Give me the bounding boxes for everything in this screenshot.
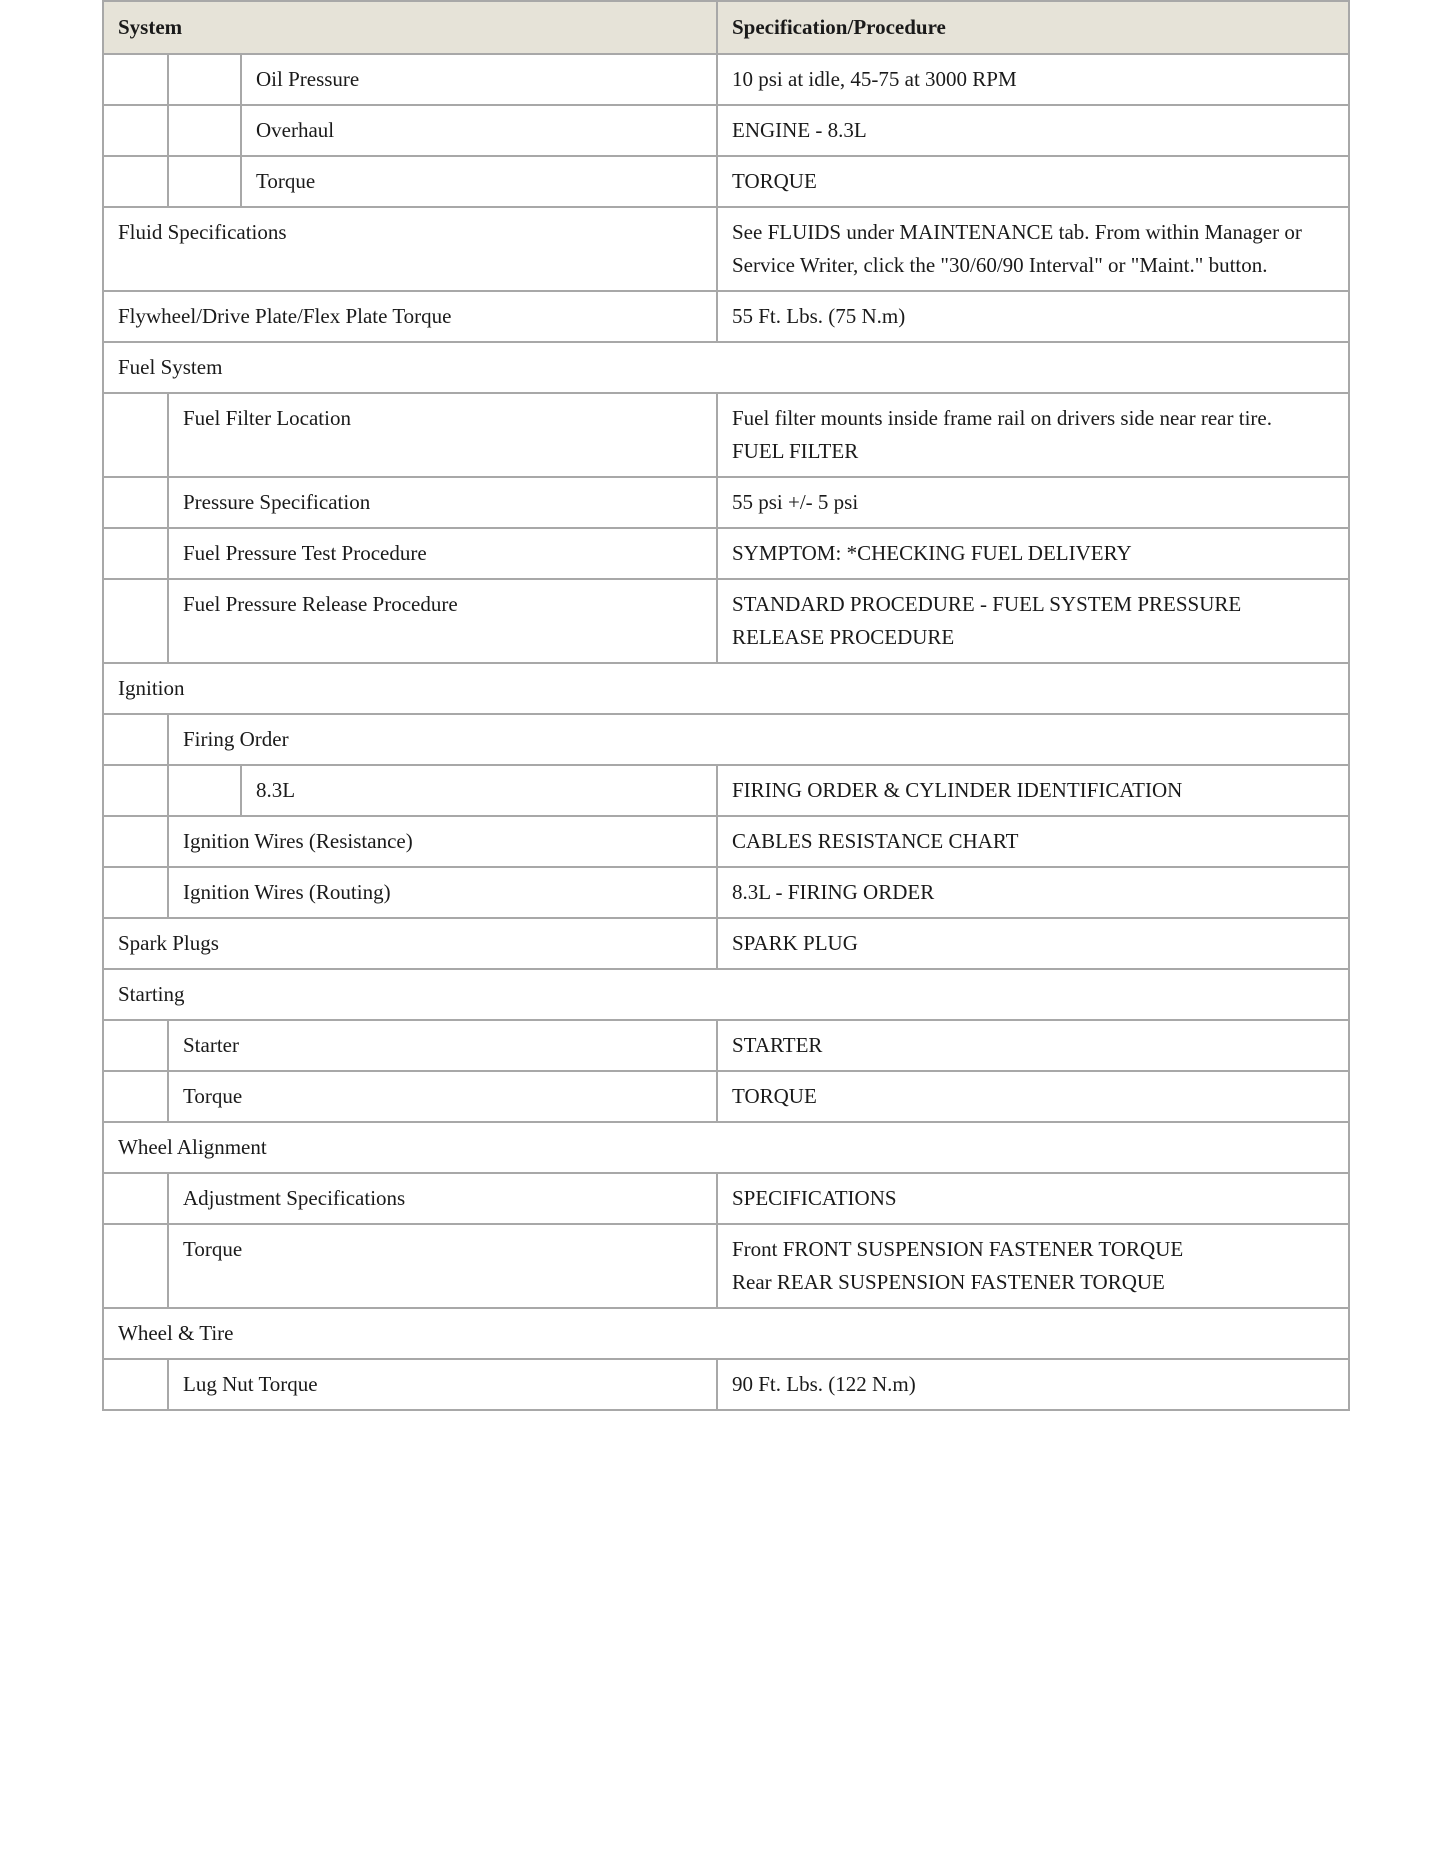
row-label: Fluid Specifications (103, 207, 717, 291)
subsection-label: Firing Order (168, 714, 1349, 765)
table-row-torque-starting (103, 1071, 1349, 1122)
value-line: STANDARD PROCEDURE - FUEL SYSTEM PRESSURE (732, 592, 1242, 616)
value-line: Rear REAR SUSPENSION FASTENER TORQUE (732, 1270, 1165, 1294)
row-label: Starter (168, 1020, 717, 1071)
row-value: 8.3L - FIRING ORDER (717, 867, 1349, 918)
row-label: Ignition Wires (Routing) (168, 867, 717, 918)
row-label: Torque (168, 1224, 717, 1308)
row-value: STARTER (717, 1020, 1349, 1071)
section-row-wheel-alignment (103, 1122, 1349, 1173)
subsection-row-firing-order (103, 714, 1349, 765)
value-line: FUEL FILTER (732, 439, 859, 463)
table-row-overhaul (103, 105, 1349, 156)
section-label: Ignition (103, 663, 1349, 714)
table-header-row (103, 1, 1349, 54)
table-row-torque-engine (103, 156, 1349, 207)
table-row-pressure-specification (103, 477, 1349, 528)
row-value: TORQUE (717, 1071, 1349, 1122)
table-row-flywheel (103, 291, 1349, 342)
section-row-wheel-tire (103, 1308, 1349, 1359)
row-label: 8.3L (241, 765, 717, 816)
row-label: Torque (168, 1071, 717, 1122)
table-row-ignition-wires-resistance (103, 816, 1349, 867)
row-label: Fuel Pressure Test Procedure (168, 528, 717, 579)
row-value (717, 1224, 1349, 1308)
row-value: ENGINE - 8.3L (717, 105, 1349, 156)
row-label: Lug Nut Torque (168, 1359, 717, 1410)
table-row-fuel-pressure-test (103, 528, 1349, 579)
section-label: Wheel & Tire (103, 1308, 1349, 1359)
row-label: Torque (241, 156, 717, 207)
row-value: CABLES RESISTANCE CHART (717, 816, 1349, 867)
header-specification: Specification/Procedure (717, 1, 1349, 54)
row-value (717, 393, 1349, 477)
row-value: 55 psi +/- 5 psi (717, 477, 1349, 528)
row-value: 55 Ft. Lbs. (75 N.m) (717, 291, 1349, 342)
row-label: Pressure Specification (168, 477, 717, 528)
value-line: Front FRONT SUSPENSION FASTENER TORQUE (732, 1237, 1184, 1261)
row-value: 90 Ft. Lbs. (122 N.m) (717, 1359, 1349, 1410)
row-label: Fuel Pressure Release Procedure (168, 579, 717, 663)
value-line: Fuel filter mounts inside frame rail on drivers side near rear tire. (732, 406, 1272, 430)
row-value: 10 psi at idle, 45-75 at 3000 RPM (717, 54, 1349, 105)
row-value (717, 579, 1349, 663)
row-value (717, 207, 1349, 291)
row-label: Oil Pressure (241, 54, 717, 105)
value-line: Service Writer, click the "30/60/90 Interval" or "Maint." button. (732, 253, 1268, 277)
row-label: Ignition Wires (Resistance) (168, 816, 717, 867)
table-row-ignition-wires-routing (103, 867, 1349, 918)
section-row-fuel-system (103, 342, 1349, 393)
section-row-ignition (103, 663, 1349, 714)
table-row-firing-83l (103, 765, 1349, 816)
value-line: See FLUIDS under MAINTENANCE tab. From within Manager or (732, 220, 1302, 244)
table-row-adjustment-specifications (103, 1173, 1349, 1224)
specifications-table (102, 0, 1350, 1411)
row-label: Flywheel/Drive Plate/Flex Plate Torque (103, 291, 717, 342)
row-value: SPECIFICATIONS (717, 1173, 1349, 1224)
row-value: SYMPTOM: *CHECKING FUEL DELIVERY (717, 528, 1349, 579)
row-label: Adjustment Specifications (168, 1173, 717, 1224)
table-row-fuel-pressure-release (103, 579, 1349, 663)
section-row-starting (103, 969, 1349, 1020)
section-label: Starting (103, 969, 1349, 1020)
row-label: Overhaul (241, 105, 717, 156)
row-value: TORQUE (717, 156, 1349, 207)
table-row-spark-plugs (103, 918, 1349, 969)
value-line: RELEASE PROCEDURE (732, 625, 955, 649)
table-row-lug-nut-torque (103, 1359, 1349, 1410)
row-value: FIRING ORDER & CYLINDER IDENTIFICATION (717, 765, 1349, 816)
table-row-starter (103, 1020, 1349, 1071)
table-row-fluid-specifications (103, 207, 1349, 291)
table-row-torque-alignment (103, 1224, 1349, 1308)
row-value: SPARK PLUG (717, 918, 1349, 969)
table-row-fuel-filter-location (103, 393, 1349, 477)
row-label: Spark Plugs (103, 918, 717, 969)
table-row-oil-pressure (103, 54, 1349, 105)
section-label: Wheel Alignment (103, 1122, 1349, 1173)
section-label: Fuel System (103, 342, 1349, 393)
row-label: Fuel Filter Location (168, 393, 717, 477)
header-system: System (103, 1, 717, 54)
